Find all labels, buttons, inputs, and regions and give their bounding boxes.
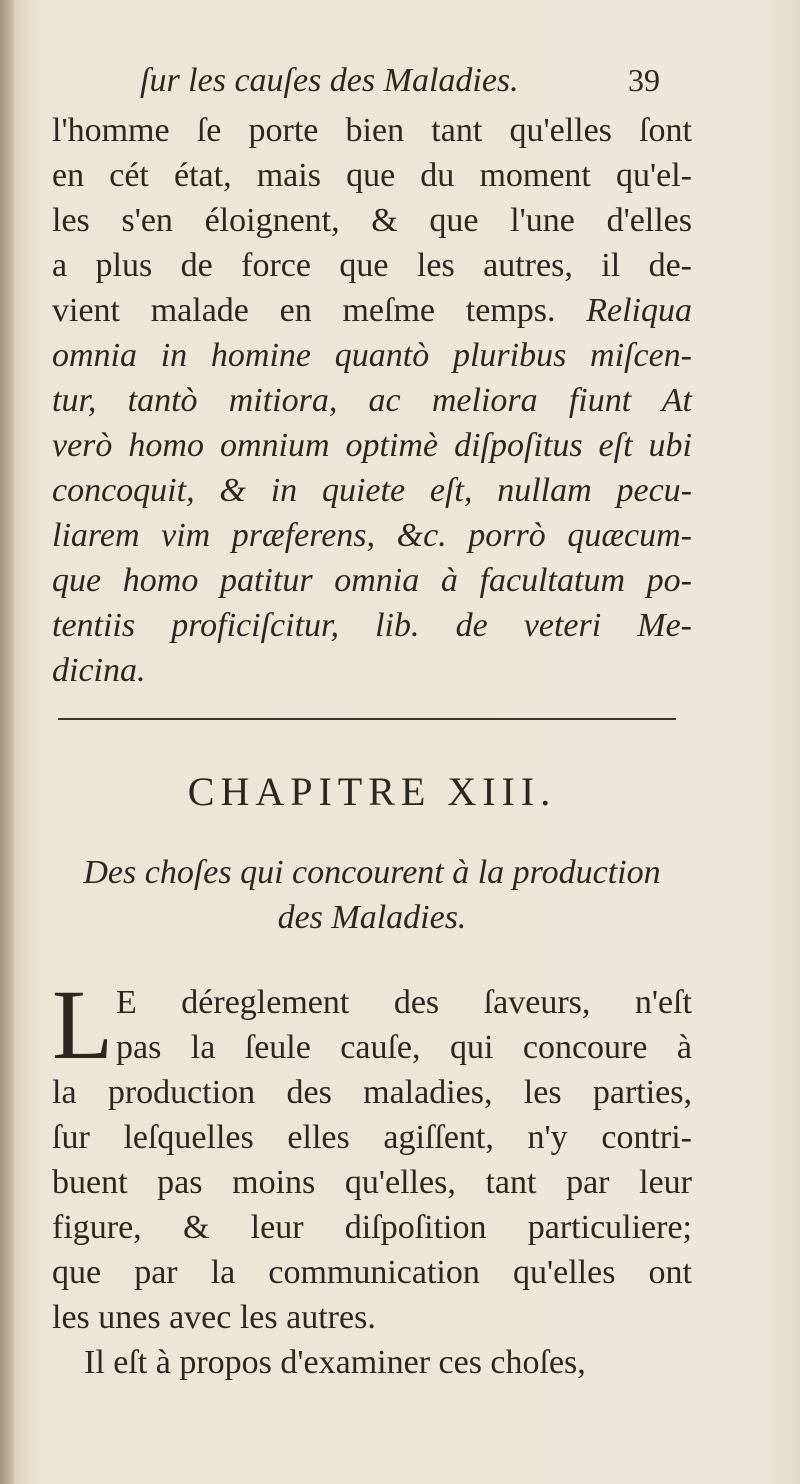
text-line: Il eſt à propos d'examiner ces choſes, [84, 1344, 586, 1381]
book-spine-shadow [0, 0, 14, 1484]
text-line: les s'en éloignent, & que l'une d'elles [52, 202, 692, 239]
latin-line: omnia in homine quantò pluribus miſcen- [52, 337, 692, 374]
latin-quote-start: Reliqua [586, 292, 692, 329]
text-line: les unes avec les autres. [52, 1299, 376, 1336]
chapter-subtitle-line: des Maladies. [277, 899, 467, 936]
text-line: E déreglement des ſaveurs, n'eſt [116, 984, 692, 1021]
latin-line: tur, tantò mitiora, ac meliora fiunt At [52, 382, 692, 419]
text-line: buent pas moins qu'elles, tant par leur [52, 1164, 692, 1201]
text-line: a plus de force que les autres, il de- [52, 247, 692, 284]
text-line: ſur leſquelles elles agiſſent, n'y contri- [52, 1119, 692, 1156]
text-line: figure, & leur diſpoſition particuliere; [52, 1209, 692, 1246]
chapter-title: CHAPITRE XIII. [187, 769, 557, 814]
running-head-title: ſur les cauſes des Maladies. [140, 62, 519, 99]
chapter-subtitle [52, 850, 692, 940]
text-line: pas la ſeule cauſe, qui concoure à [116, 1029, 692, 1066]
drop-cap-letter: L [52, 969, 114, 1080]
text-line: la production des maladies, les parties, [52, 1074, 692, 1111]
paragraph-1 [52, 108, 692, 693]
latin-line: que homo patitur omnia à facultatum po- [52, 562, 692, 599]
chapter-subtitle-line: Des choſes qui concourent à la production [83, 854, 661, 891]
text-line: en cét état, mais que du moment qu'el- [52, 157, 692, 194]
latin-line: concoquit, & in quiete eſt, nullam pecu- [52, 472, 692, 509]
text-line: l'homme ſe porte bien tant qu'elles ſont [52, 112, 692, 149]
text-line [52, 288, 692, 333]
latin-line: dicina. [52, 652, 146, 689]
paragraph-2 [52, 969, 692, 1385]
latin-line: verò homo omnium optimè diſpoſitus eſt ubi [52, 427, 692, 464]
page-number: 39 [628, 62, 660, 98]
running-head [140, 62, 660, 106]
text-line: que par la communication qu'elles ont [52, 1254, 692, 1291]
latin-line: tentiis proficiſcitur, lib. de veteri Me- [52, 607, 692, 644]
latin-line: liarem vim præferens, &c. porrò quæcum- [52, 517, 692, 554]
chapter-divider-rule [58, 718, 676, 720]
text-line-part: vient malade en meſme temps. [52, 292, 556, 329]
